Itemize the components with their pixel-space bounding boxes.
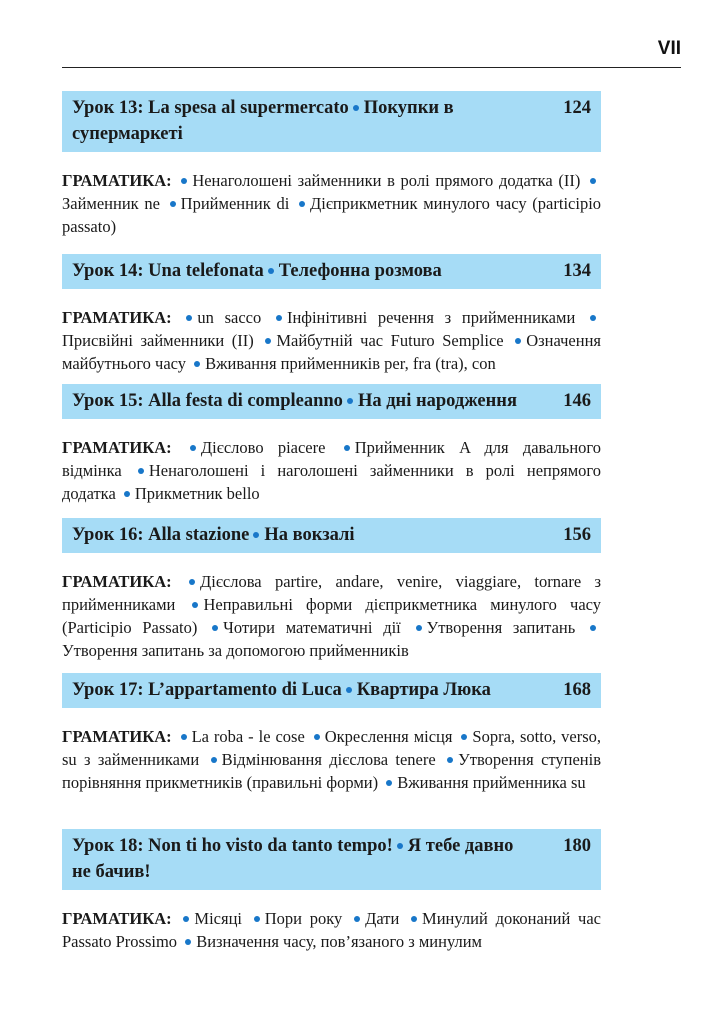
bullet-dot-icon — [590, 315, 596, 321]
lesson-entry — [62, 829, 601, 953]
bullet-dot-icon — [447, 757, 453, 763]
bullet-dot-icon — [314, 734, 320, 740]
lesson-title-italian: Урок 14: Una telefonata — [72, 261, 264, 281]
lesson-title-ukrainian: На вокзалі — [264, 525, 355, 545]
grammar-topic: Майбутній час Futuro Semplice — [276, 331, 504, 350]
lesson-entry — [62, 673, 601, 794]
lesson-title-italian: Урок 16: Alla stazione — [72, 525, 250, 545]
bullet-dot-icon — [194, 361, 200, 367]
grammar-topic: La roba - le cose — [191, 727, 305, 746]
bullet-dot-icon — [253, 532, 259, 538]
bullet-dot-icon — [397, 843, 403, 849]
bullet-dot-icon — [411, 916, 417, 922]
bullet-dot-icon — [170, 201, 176, 207]
bullet-dot-icon — [186, 315, 192, 321]
lesson-title-ukrainian: Телефонна розмова — [278, 261, 442, 281]
lesson-title-italian: Урок 15: Alla festa di compleanno — [72, 391, 343, 411]
grammar-topic: Дієслова partire, andare, venire, viaggiare, tornare з прийменниками — [62, 572, 601, 614]
lesson-title-italian: Урок 17: L’appartamento di Luca — [72, 680, 342, 700]
lesson-page-number: 168 — [563, 680, 591, 700]
grammar-topics — [62, 570, 601, 662]
grammar-topic: Прийменник di — [180, 194, 290, 213]
bullet-dot-icon — [416, 625, 422, 631]
grammar-topic: Місяці — [194, 909, 242, 928]
bullet-dot-icon — [190, 445, 196, 451]
grammar-topic: Утворення запитань за допомогою прийменників — [62, 641, 409, 660]
bullet-dot-icon — [265, 338, 271, 344]
bullet-dot-icon — [386, 780, 392, 786]
grammar-topic: Sopra, sotto, verso, su з займенниками — [62, 727, 601, 769]
grammar-topic: Відмінювання дієслова tenere — [221, 750, 436, 769]
bullet-dot-icon — [590, 178, 596, 184]
grammar-topic: Чотири математичні дії — [223, 618, 401, 637]
lesson-entry — [62, 254, 601, 375]
grammar-label: ГРАМАТИКА: — [62, 909, 172, 928]
lesson-page-number: 156 — [563, 525, 591, 545]
bullet-dot-icon — [299, 201, 305, 207]
grammar-topic: Присвійні займенники (II) — [62, 331, 254, 350]
grammar-label: ГРАМАТИКА: — [62, 727, 172, 746]
grammar-topic: Пори року — [264, 909, 343, 928]
grammar-topic: Неправильні форми дієприкметника минулого часу (Participio Passato) — [62, 595, 602, 637]
lesson-title-ukrainian: Квартира Люка — [356, 680, 491, 700]
lesson-heading — [62, 254, 601, 289]
bullet-dot-icon — [212, 625, 218, 631]
grammar-label: ГРАМАТИКА: — [62, 308, 172, 327]
bullet-dot-icon — [515, 338, 521, 344]
grammar-topic: Вживання прийменників per, fra (tra), con — [205, 354, 496, 373]
grammar-topic: Означення майбутнього часу — [62, 331, 601, 373]
header-rule — [62, 67, 681, 68]
lesson-heading — [62, 384, 601, 419]
grammar-topics — [62, 907, 601, 953]
lesson-entry — [62, 91, 601, 238]
bullet-dot-icon — [590, 625, 596, 631]
grammar-topic: un sacco — [197, 308, 262, 327]
lesson-page-number: 124 — [563, 98, 591, 118]
lesson-title — [72, 833, 591, 885]
grammar-topic: Інфінітивні речення з прийменниками — [286, 308, 576, 327]
bullet-dot-icon — [344, 445, 350, 451]
bullet-dot-icon — [181, 178, 187, 184]
grammar-topic: Минулий доконаний час Passato Prossimo — [62, 909, 601, 951]
bullet-dot-icon — [185, 939, 191, 945]
bullet-dot-icon — [192, 602, 198, 608]
lesson-title — [72, 388, 591, 414]
page-number: VII — [657, 38, 681, 59]
grammar-topic: Вживання прийменника su — [397, 773, 586, 792]
grammar-topic: Ненаголошені і наголошені займенники в ролі непрямого додатка — [62, 461, 601, 503]
bullet-dot-icon — [124, 491, 130, 497]
grammar-topic: Утворення запитань — [426, 618, 576, 637]
grammar-topics — [62, 436, 601, 505]
bullet-dot-icon — [347, 398, 353, 404]
grammar-topic: Прийменник A для давального відмінка — [62, 438, 602, 480]
grammar-label: ГРАМАТИКА: — [62, 171, 172, 190]
lesson-title — [72, 677, 591, 703]
lesson-title-italian: Урок 18: Non ti ho visto da tanto tempo! — [72, 836, 393, 856]
grammar-topic: Утворення ступенів порівняння прикметників (правильні форми) — [62, 750, 602, 792]
bullet-dot-icon — [254, 916, 260, 922]
bullet-dot-icon — [268, 268, 274, 274]
lesson-page-number: 180 — [563, 836, 591, 856]
lesson-page-number: 134 — [563, 261, 591, 281]
lesson-page-number: 146 — [563, 391, 591, 411]
grammar-topic: Прикметник bello — [134, 484, 260, 503]
bullet-dot-icon — [138, 468, 144, 474]
grammar-topic: Дієприкметник минулого часу (participio passato) — [62, 194, 602, 236]
lesson-title-ukrainian: На дні народження — [357, 391, 517, 411]
grammar-label: ГРАМАТИКА: — [62, 572, 172, 591]
lesson-heading — [62, 673, 601, 708]
grammar-topic: Ненаголошені займенники в ролі прямого додатка (II) — [192, 171, 581, 190]
lesson-title — [72, 95, 591, 147]
bullet-dot-icon — [189, 579, 195, 585]
grammar-topic: Визначення часу, пов’язаного з минулим — [196, 932, 482, 951]
bullet-dot-icon — [353, 105, 359, 111]
grammar-topic: Окреслення місця — [324, 727, 453, 746]
grammar-topic: Дати — [365, 909, 400, 928]
bullet-dot-icon — [211, 757, 217, 763]
lesson-heading — [62, 518, 601, 553]
bullet-dot-icon — [354, 916, 360, 922]
lesson-entry — [62, 384, 601, 505]
grammar-topics — [62, 169, 601, 238]
grammar-topics — [62, 725, 601, 794]
lesson-title — [72, 522, 591, 548]
bullet-dot-icon — [181, 734, 187, 740]
lesson-heading — [62, 91, 601, 152]
bullet-dot-icon — [276, 315, 282, 321]
bullet-dot-icon — [346, 687, 352, 693]
lesson-title-italian: Урок 13: La spesa al supermercato — [72, 98, 349, 118]
lesson-title-ukrainian: Покупки в супермаркеті — [72, 98, 454, 144]
grammar-topic: Займенник ne — [62, 194, 160, 213]
lesson-heading — [62, 829, 601, 890]
bullet-dot-icon — [461, 734, 467, 740]
lesson-title — [72, 258, 591, 284]
lesson-title-ukrainian: Я тебе давно не бачив! — [72, 836, 514, 882]
grammar-topic: Дієслово piacere — [200, 438, 326, 457]
lesson-entry — [62, 518, 601, 662]
grammar-label: ГРАМАТИКА: — [62, 438, 172, 457]
grammar-topics — [62, 306, 601, 375]
bullet-dot-icon — [183, 916, 189, 922]
